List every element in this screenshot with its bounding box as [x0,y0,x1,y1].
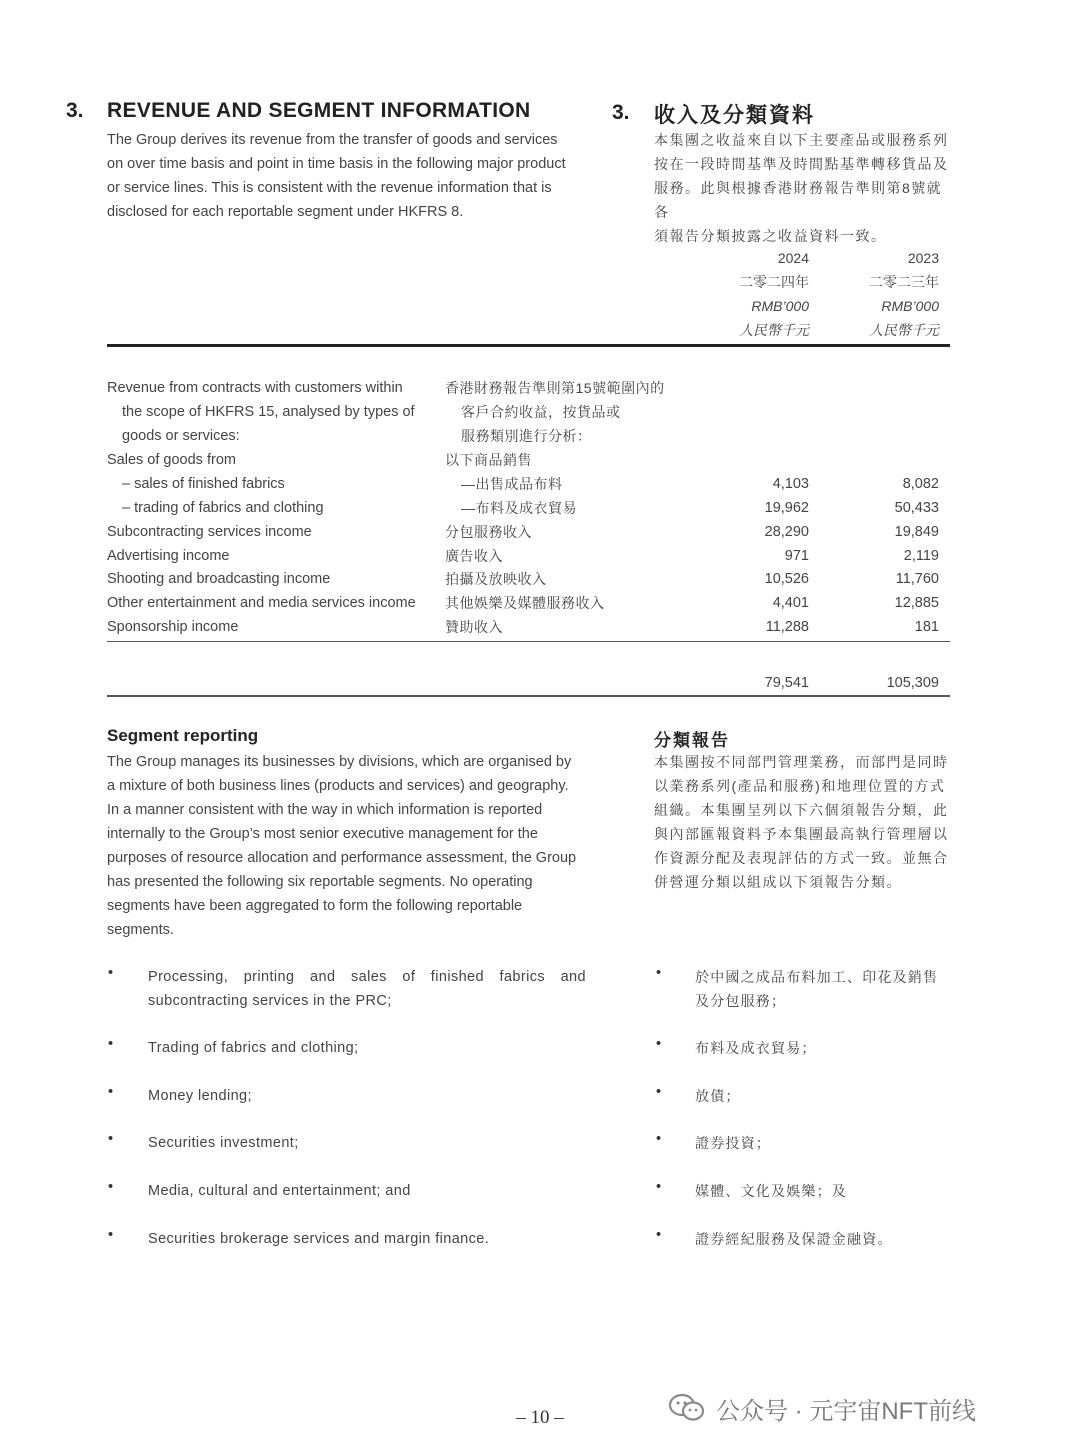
table-row: Shooting and broadcasting income 拍攝及放映收入 10,526 11,760 [0,567,1080,591]
column-header-2023 [819,246,939,342]
table-row: Subcontracting services income 分包服務收入 28,290 19,849 [0,520,1080,544]
list-item-zh: 證券經紀服務及保證金融資。 [695,1231,893,1247]
bullet-icon: • [108,1227,114,1243]
value-2023: 19,849 [894,524,939,540]
intro-paragraph-zh [654,128,954,248]
segment-line: The Group manages its businesses by divisions, which are organised by [107,754,572,770]
segment-line: internally to the Group’s most senior executive management for the [107,826,538,842]
watermark [668,1388,976,1428]
bullet-icon: • [656,1036,662,1052]
value-2024: 971 [784,548,809,564]
section-title-en: REVENUE AND SEGMENT INFORMATION [107,99,531,122]
bullet-icon: • [108,1036,114,1052]
list-item: Media, cultural and entertainment; and [148,1183,411,1199]
table-subtotal-rule [107,641,950,642]
table-row: Other entertainment and media services income 其他娛樂及媒體服務收入 4,401 12,885 [0,591,1080,615]
column-header-2024 [689,246,809,342]
value-2023: 12,885 [894,595,939,611]
segment-line: segments have been aggregated to form the following reportable [107,898,523,914]
bullet-icon: • [108,1084,114,1100]
table-top-rule [107,344,950,347]
value-2024: 11,288 [765,619,809,635]
list-item-zh: 證券投資； [695,1135,771,1151]
header-year-zh: 二零二三年 [869,274,939,290]
table-row: Sponsorship income 贊助收入 11,288 181 [0,615,1080,639]
section-title-zh: 收入及分類資料 [654,104,815,127]
page-number: – 10 – [516,1407,564,1428]
value-2023: 8,082 [902,476,939,492]
segment-line-zh: 組織。本集團呈列以下六個須報告分類，此 [654,802,949,818]
list-item-zh: 放債； [695,1088,741,1104]
bullet-icon: • [108,1179,114,1195]
segment-line-zh: 併營運分類以組成以下須報告分類。 [654,874,902,890]
segment-paragraph-en [107,750,587,942]
segment-line-zh: 以業務系列(產品和服務)和地理位置的方式 [654,778,946,794]
bullet-icon: • [656,1084,662,1100]
list-item: Securities investment; [148,1135,299,1151]
header-unit-zh: 人民幣千元 [739,322,809,338]
section-number-zh: 3. [612,101,630,124]
bullet-icon: • [656,965,662,981]
list-item: Securities brokerage services and margin finance. [148,1231,490,1247]
header-year: 2024 [777,250,809,266]
bullet-icon: • [656,1179,662,1195]
header-unit: RMB’000 [881,298,939,314]
value-2024: 28,290 [764,524,809,540]
list-item: Trading of fabrics and clothing; [148,1040,359,1056]
table-row: – sales of finished fabrics —出售成品布料 4,103 8,082 [0,472,1080,496]
value-2023: 181 [914,619,939,635]
header-unit: RMB’000 [751,298,809,314]
segment-line: has presented the following six reportable segments. No operating [107,874,533,890]
intro-line: disclosed for each reportable segment under HKFRS 8. [107,204,464,220]
list-item-zh: 布料及成衣貿易； [695,1040,817,1056]
table-total-row [0,671,1080,695]
segment-heading-en: Segment reporting [107,726,259,745]
intro-line: on over time basis and point in time basis in the following major product [107,156,566,172]
intro-line-zh: 服務。此與根據香港財務報告準則第8號就各 [654,180,943,220]
segment-paragraph-zh [654,750,959,894]
segment-line-zh: 作資源分配及表現評估的方式一致。並無合 [654,850,949,866]
table-row: Revenue from contracts with customers within 香港財務報告準則第15號範圍內的 [107,380,665,396]
segment-line-zh: 本集團按不同部門管理業務，而部門是同時 [654,754,949,770]
intro-line: or service lines. This is consistent with the revenue information that is [107,180,552,196]
value-2024: 10,526 [764,571,809,587]
segment-heading-zh: 分類報告 [654,731,730,750]
segment-line: purposes of resource allocation and performance assessment, the Group [107,850,577,866]
value-2023: 11,760 [895,571,939,587]
intro-line-zh: 本集團之收益來自以下主要產品或服務系列 [654,132,949,148]
watermark-text: 公众号 · 元宇宙NFT前线 [716,1397,976,1425]
bullet-icon: • [108,1131,114,1147]
intro-line-zh: 須報告分類披露之收益資料一致。 [654,228,887,244]
header-year-zh: 二零二四年 [739,274,809,290]
table-total-rule [107,695,950,697]
segment-line-zh: 與內部匯報資料予本集團最高執行管理層以 [654,826,949,842]
value-2024: 19,962 [764,500,809,516]
bullet-icon: • [656,1131,662,1147]
section-number-en: 3. [66,99,84,122]
segment-line: segments. [107,922,174,938]
list-item-zh: 於中國之成品布料加工、印花及銷售及分包服務； [695,969,939,1009]
value-2023: 2,119 [903,548,939,564]
total-2024: 79,541 [764,675,809,691]
table-row: Sales of goods from 以下商品銷售 [107,452,532,468]
segment-line: In a manner consistent with the way in which information is reported [107,802,543,818]
value-2024: 4,103 [772,476,809,492]
intro-paragraph-en [107,128,587,224]
wechat-icon [668,1393,706,1423]
list-item: Processing, printing and sales of finished fabrics and subcontracting services in the PRC; [148,969,586,1009]
total-2023: 105,309 [886,675,939,691]
value-2023: 50,433 [894,500,939,516]
table-row: the scope of HKFRS 15, analysed by types of 客戶合約收益，按貨品或 [122,404,621,420]
intro-line: The Group derives its revenue from the transfer of goods and services [107,132,558,148]
header-year: 2023 [907,250,939,266]
intro-line-zh: 按在一段時間基準及時間點基準轉移貨品及 [654,156,949,172]
bullet-icon: • [108,965,114,981]
value-2024: 4,401 [772,595,809,611]
table-row: Advertising income 廣告收入 971 2,119 [0,544,1080,568]
table-row: – trading of fabrics and clothing —布料及成衣貿易 19,962 50,433 [0,496,1080,520]
segment-line: a mixture of both business lines (products and services) and geography. [107,778,569,794]
table-row: goods or services: 服務類別進行分析： [122,428,592,444]
bullet-icon: • [656,1227,662,1243]
header-unit-zh: 人民幣千元 [869,322,939,338]
list-item: Money lending; [148,1088,252,1104]
list-item-zh: 媒體、文化及娛樂；及 [695,1183,847,1199]
